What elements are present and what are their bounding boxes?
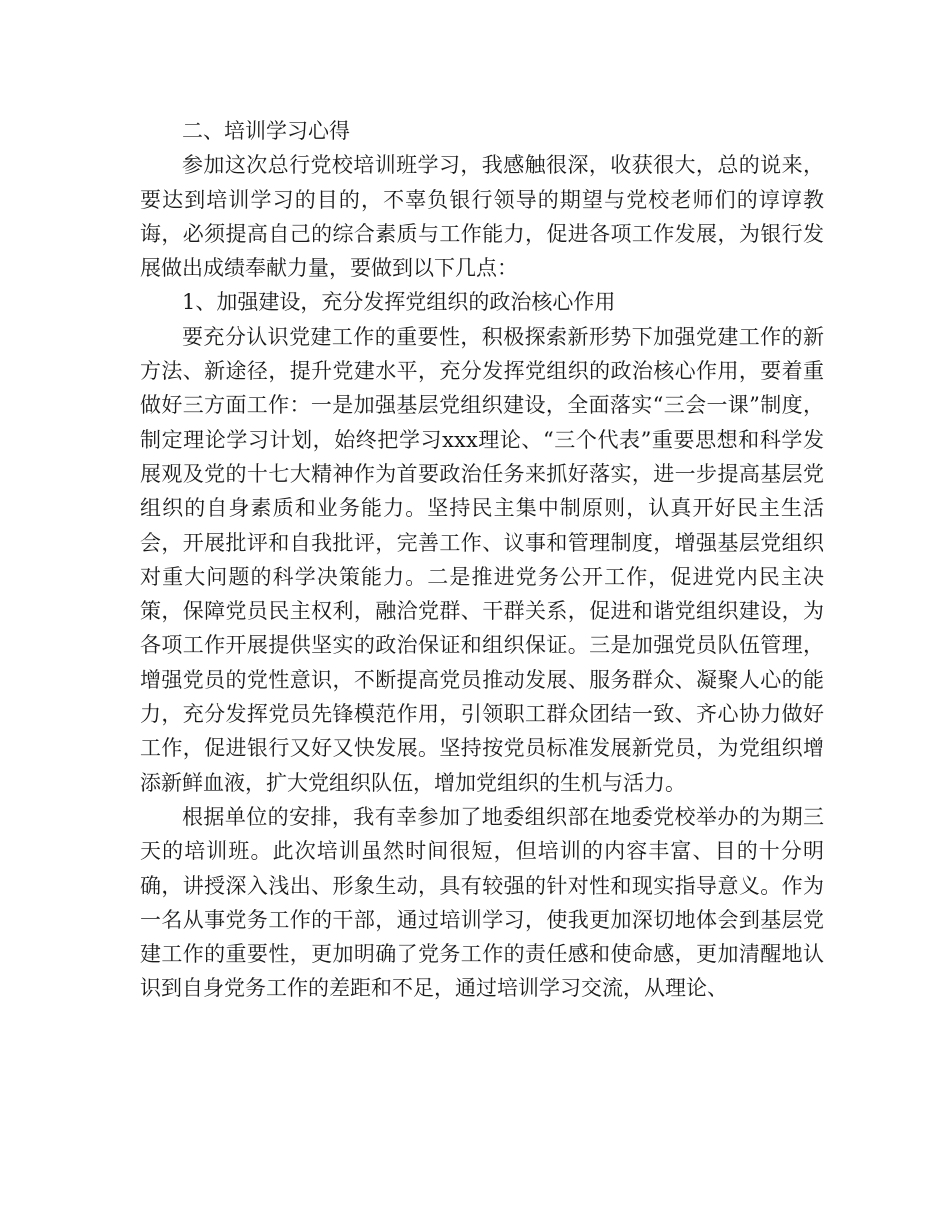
paragraph-intro: 参加这次总行党校培训班学习，我感触很深，收获很大，总的说来，要达到培训学习的目的，不辜负银行领导的期望与党校老师们的谆谆教诲，必须提高自己的综合素质与工作能力，促进各项工作发展，为银行发展做出成绩奉献力量，要做到以下几点：	[140, 153, 824, 281]
document-body	[140, 114, 824, 1006]
section-heading: 二、培训学习心得	[182, 119, 350, 143]
subheading-point-1: 1、加强建设，充分发挥党组织的政治核心作用	[182, 290, 616, 315]
paragraph-party-building: 要充分认识党建工作的重要性，积极探索新形势下加强党建工作的新方法、新途径，提升党建水平，充分发挥党组织的政治核心作用，要着重做好三方面工作：一是加强基层党组织建设，全面落实“三会一课”制度，制定理论学习计划，始终把学习xxx理论、“三个代表”重要思想和科学发展观及党的十七大精神作为首要政治任务来抓好落实，进一步提高基层党组织的自身素质和业务能力。坚持民主集中制原则，认真开好民主生活会，开展批评和自我批评，完善工作、议事和管理制度，增强基层党组织对重大问题的科学决策能力。二是推进党务公开工作，促进党内民主决策，保障党员民主权利，融洽党群、干群关系，促进和谐党组织建设，为各项工作开展提供坚实的政治保证和组织保证。三是加强党员队伍管理，增强党员的党性意识，不断提高党员推动发展、服务群众、凝聚人心的能力，充分发挥党员先锋模范作用，引领职工群众团结一致、齐心协力做好工作，促进银行又好又快发展。坚持按党员标准发展新党员，为党组织增添新鲜血液，扩大党组织队伍，增加党组织的生机与活力。	[140, 324, 824, 795]
paragraph-training-experience: 根据单位的安排，我有幸参加了地委组织部在地委党校举办的为期三天的培训班。此次培训虽然时间很短，但培训的内容丰富、目的十分明确，讲授深入浅出、形象生动，具有较强的针对性和现实指导意义。作为一名从事党务工作的干部，通过培训学习，使我更加深切地体会到基层党建工作的重要性，更加明确了党务工作的责任感和使命感，更加清醒地认识到自身党务工作的差距和不足，通过培训学习交流，从理论、	[140, 804, 824, 1001]
